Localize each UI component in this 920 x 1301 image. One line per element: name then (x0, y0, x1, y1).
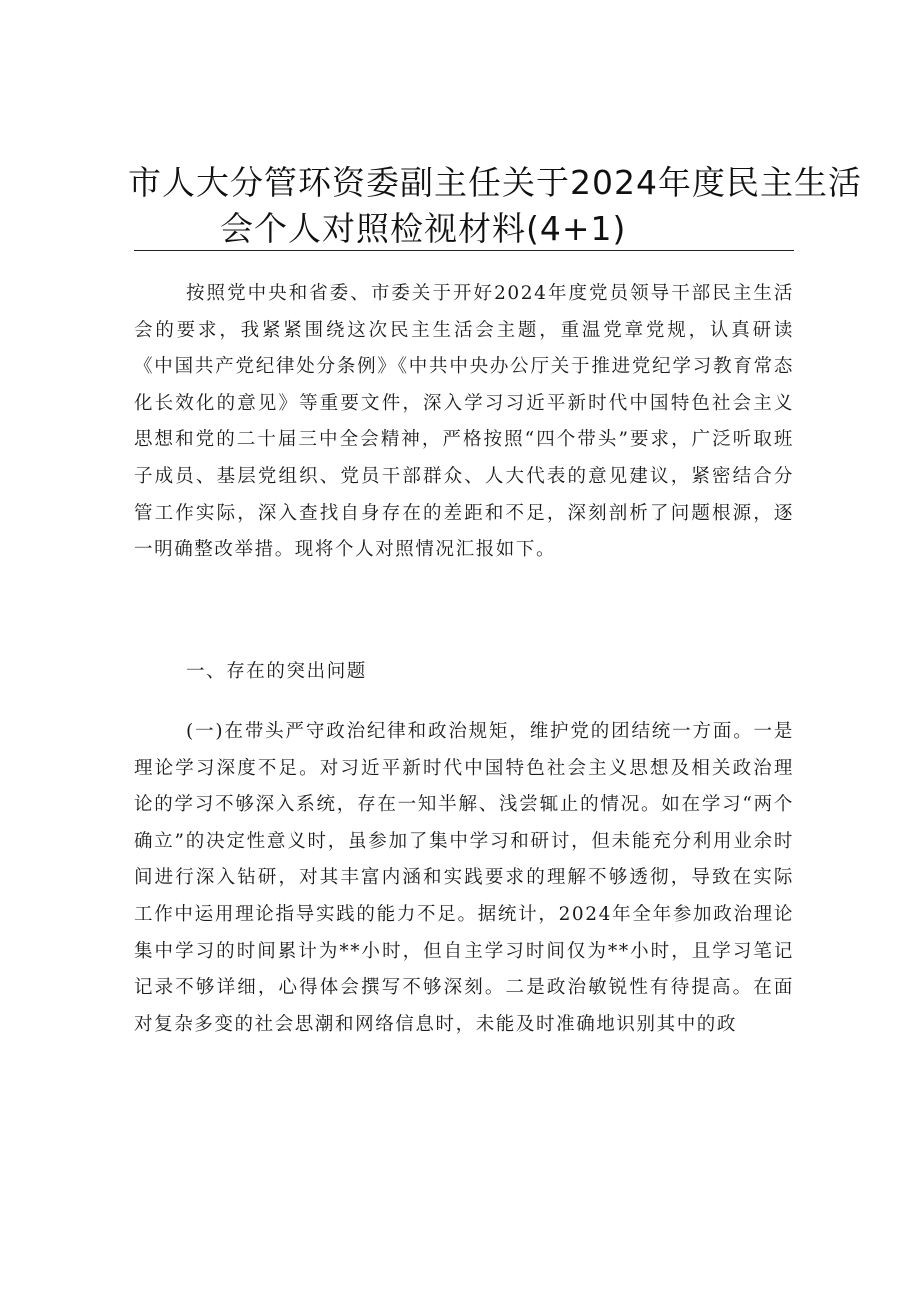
document-title (128, 160, 862, 252)
document-title-line-1: 市人大分管环资委副主任关于2024年度民主生活 (128, 163, 862, 202)
section-heading: 一、存在的突出问题 (186, 661, 367, 682)
document-title-line-2: 会个人对照检视材料(4+1) (220, 209, 627, 248)
title-underline-rule (134, 250, 794, 251)
section-paragraph: (一)在带头严守政治纪律和政治规矩，维护党的团结统一方面。一是理论学习深度不足。对习近平新时代中国特色社会主义思想及相关政治理论的学习不够深入系统，存在一知半解、浅尝辄止的情况。如在学习“两个确立”的决定性意义时，虽参加了集中学习和研讨，但未能充分利用业余时间进行深入钻研，对其丰富内涵和实践要求的理解不够透彻，导致在实际工作中运用理论指导实践的能力不足。据统计，2024年全年参加政治理论集中学习的时间累计为**小时，但自主学习时间仅为**小时，且学习笔记记录不够详细，心得体会撰写不够深刻。二是政治敏锐性有待提高。在面对复杂多变的社会思潮和网络信息时，未能及时准确地识别其中的政 (134, 721, 794, 1035)
intro-paragraph: 按照党中央和省委、市委关于开好2024年度党员领导干部民主生活会的要求，我紧紧围绕这次民主生活会主题，重温党章党规，认真研读《中国共产党纪律处分条例》《中共中央办公厅关于推进党纪学习教育常态化长效化的意见》等重要文件，深入学习习近平新时代中国特色社会主义思想和党的二十届三中全会精神，严格按照“四个带头”要求，广泛听取班子成员、基层党组织、党员干部群众、人大代表的意见建议，紧密结合分管工作实际，深入查找自身存在的差距和不足，深刻剖析了问题根源，逐一明确整改举措。现将个人对照情况汇报如下。 (134, 283, 794, 561)
